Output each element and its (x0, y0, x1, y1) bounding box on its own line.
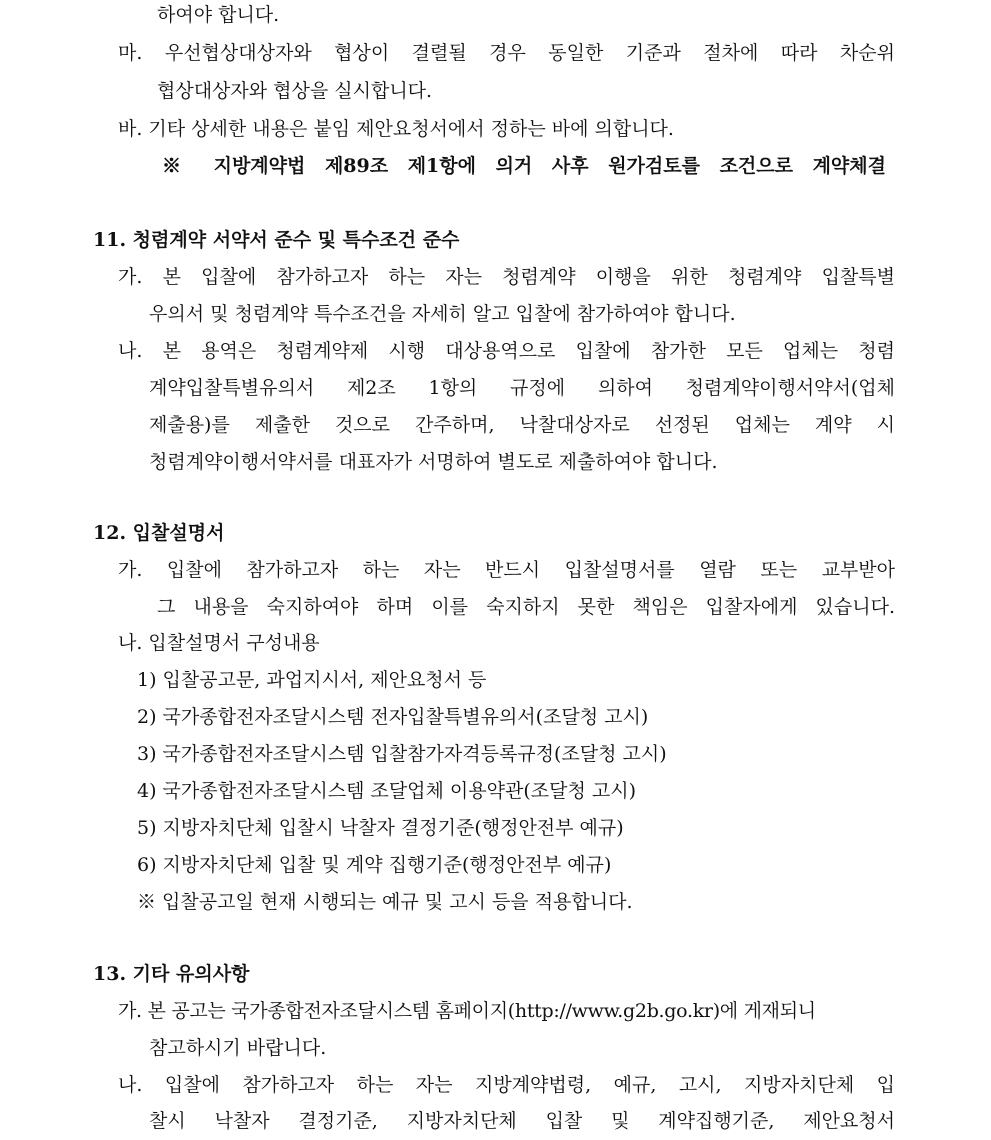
sub-list-item-2: 2) 국가종합전자조달시스템 전자입찰특별유의서(조달청 고시) (137, 706, 649, 728)
section-heading-11: 11. 청렴계약 서약서 준수 및 특수조건 준수 (93, 229, 460, 251)
list-item-na: 나. 입찰에 참가하고자 하는 자는 지방계약법령, 예규, 고시, 지방자치단체 입 (118, 1074, 895, 1096)
text-line: 제출용)를 제출한 것으로 간주하며, 낙찰대상자로 선정된 업체는 계약 시 (149, 414, 895, 436)
text-line: 청렴계약이행서약서를 대표자가 서명하여 별도로 제출하여야 합니다. (149, 451, 718, 473)
list-item-ma: 마. 우선협상대상자와 협상이 결렬될 경우 동일한 기준과 절차에 따라 차순위 (118, 42, 895, 64)
section-heading-13: 13. 기타 유의사항 (93, 963, 250, 985)
list-item-na: 나. 본 용역은 청렴계약제 시행 대상용역으로 입찰에 참가한 모든 업체는 청렴 (118, 340, 895, 362)
note-line: ※ 입찰공고일 현재 시행되는 예규 및 고시 등을 적용합니다. (137, 891, 633, 913)
text-line: 그 내용을 숙지하여야 하며 이를 숙지하지 못한 책임은 입찰자에게 있습니다. (157, 596, 895, 618)
text-line: 계약입찰특별유의서 제2조 1항의 규정에 의하여 청렴계약이행서약서(업체 (149, 377, 895, 399)
sub-list-item-5: 5) 지방자치단체 입찰시 낙찰자 결정기준(행정안전부 예규) (137, 817, 624, 839)
text-line: 협상대상자와 협상을 실시합니다. (157, 80, 433, 102)
text-line: 참고하시기 바랍니다. (149, 1037, 327, 1059)
list-item-ga: 가. 본 입찰에 참가하고자 하는 자는 청렴계약 이행을 위한 청렴계약 입찰특별 (118, 266, 895, 288)
list-item-ga: 가. 입찰에 참가하고자 하는 자는 반드시 입찰설명서를 열람 또는 교부받아 (118, 559, 895, 581)
list-item-ga: 가. 본 공고는 국가종합전자조달시스템 홈페이지(http://www.g2b.go.kr)에 게재되니 (118, 1000, 816, 1022)
sub-list-item-6: 6) 지방자치단체 입찰 및 계약 집행기준(행정안전부 예규) (137, 854, 612, 876)
text-line: 찰시 낙찰자 결정기준, 지방자치단체 입찰 및 계약집행기준, 제안요청서 (149, 1110, 895, 1132)
text-line: 우의서 및 청렴계약 특수조건을 자세히 알고 입찰에 참가하여야 합니다. (149, 303, 736, 325)
note-line: ※ 지방계약법 제89조 제1항에 의거 사후 원가검토를 조건으로 계약체결 (162, 155, 886, 177)
text-line: 하여야 합니다. (157, 4, 280, 26)
sub-list-item-4: 4) 국가종합전자조달시스템 조달업체 이용약관(조달청 고시) (137, 780, 636, 802)
list-item-ba: 바. 기타 상세한 내용은 붙임 제안요청서에서 정하는 바에 의합니다. (118, 118, 674, 140)
section-heading-12: 12. 입찰설명서 (93, 522, 225, 544)
list-item-na: 나. 입찰설명서 구성내용 (118, 632, 320, 654)
sub-list-item-3: 3) 국가종합전자조달시스템 입찰참가자격등록규정(조달청 고시) (137, 743, 667, 765)
sub-list-item-1: 1) 입찰공고문, 과업지시서, 제안요청서 등 (137, 669, 487, 691)
